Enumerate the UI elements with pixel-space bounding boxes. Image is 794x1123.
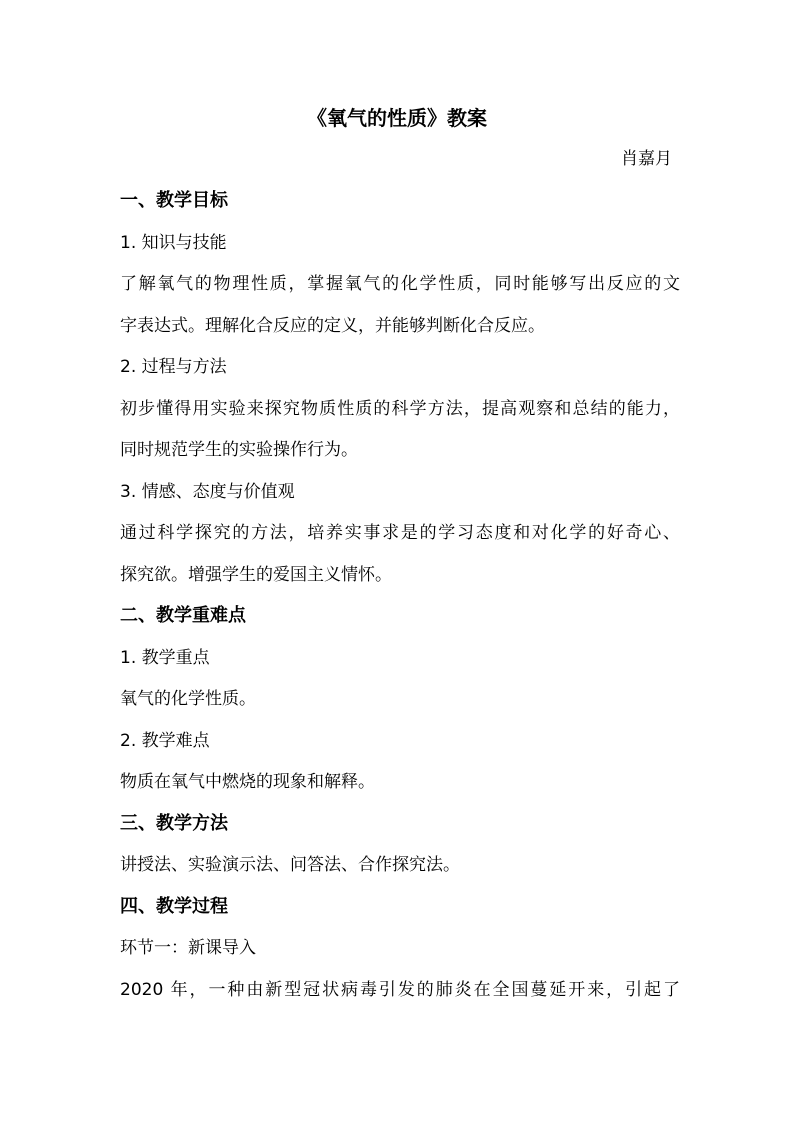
document-author: 肖嘉月 (621, 149, 672, 169)
paragraph-line: 物质在氧气中燃烧的现象和解释。 (120, 772, 375, 792)
paragraph-line: 字表达式。理解化合反应的定义，并能够判断化合反应。 (120, 316, 545, 336)
section-heading-methods: 三、教学方法 (120, 813, 228, 834)
paragraph-line: 探究欲。增强学生的爱国主义情怀。 (120, 565, 392, 585)
paragraph-line: 氧气的化学性质。 (120, 689, 256, 709)
subheading-step-one: 环节一：新课导入 (120, 938, 256, 958)
subheading-difficult-point: 2. 教学难点 (120, 731, 210, 751)
section-heading-process: 四、教学过程 (120, 896, 228, 917)
section-heading-key-points: 二、教学重难点 (120, 605, 246, 626)
subheading-process-method: 2. 过程与方法 (120, 357, 227, 377)
paragraph-line: 2020 年，一种由新型冠状病毒引发的肺炎在全国蔓延开来，引起了 (120, 980, 680, 1000)
subheading-emotion-values: 3. 情感、态度与价值观 (120, 482, 295, 502)
paragraph-line: 同时规范学生的实验操作行为。 (120, 440, 358, 460)
paragraph-line: 通过科学探究的方法，培养实事求是的学习态度和对化学的好奇心、 (120, 523, 680, 543)
document-title: 《氧气的性质》教案 (307, 106, 487, 130)
paragraph-line: 讲授法、实验演示法、问答法、合作探究法。 (120, 855, 460, 875)
section-heading-objectives: 一、教学目标 (120, 190, 228, 211)
subheading-knowledge-skills: 1. 知识与技能 (120, 233, 227, 253)
paragraph-line: 初步懂得用实验来探究物质性质的科学方法，提高观察和总结的能力， (120, 399, 680, 419)
paragraph-line: 了解氧气的物理性质，掌握氧气的化学性质，同时能够写出反应的文 (120, 274, 680, 294)
subheading-key-point: 1. 教学重点 (120, 648, 210, 668)
